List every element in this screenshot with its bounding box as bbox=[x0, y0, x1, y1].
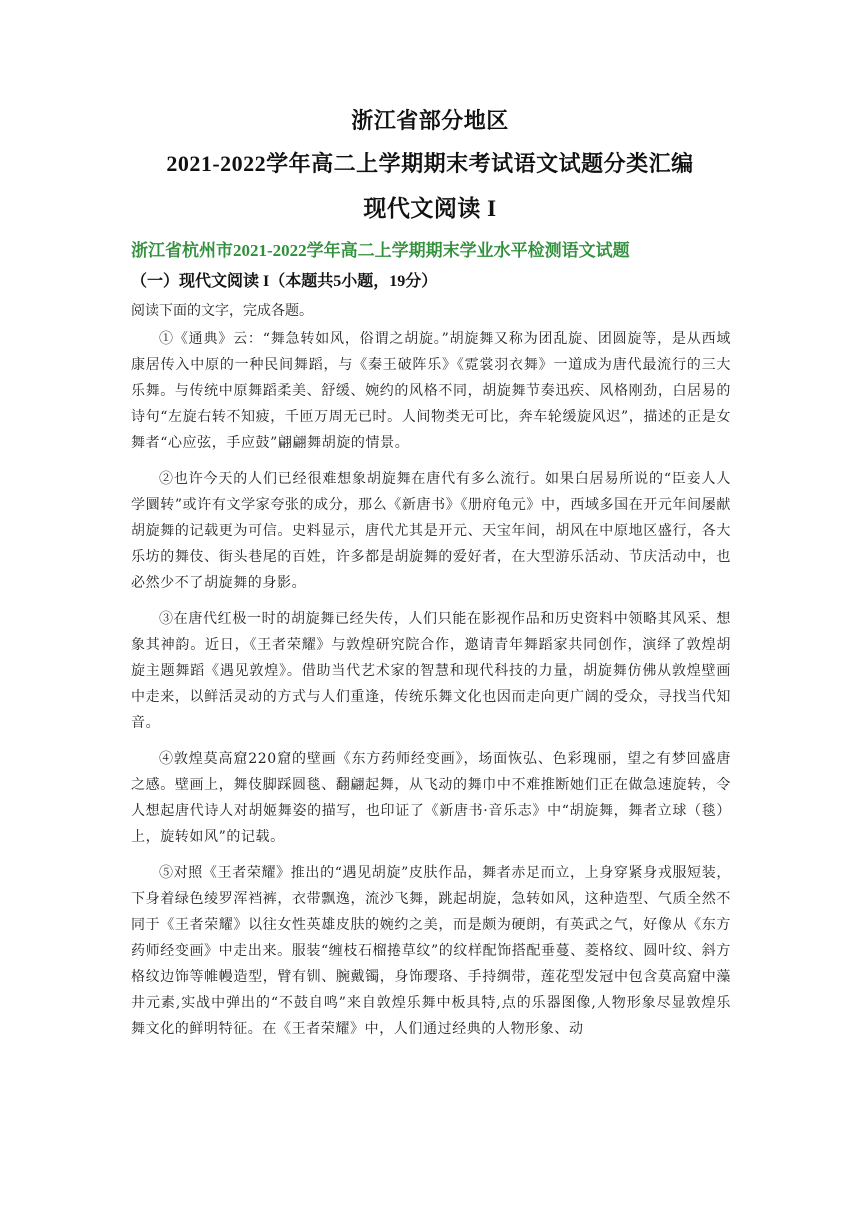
section-title: （一）现代文阅读 I（本题共5小题，19分） bbox=[131, 273, 438, 290]
reading-passage bbox=[131, 326, 731, 1052]
reading-instruction: 阅读下面的文字，完成各题。 bbox=[131, 303, 313, 319]
passage-paragraph-2: ②也许今天的人们已经很难想象胡旋舞在唐代有多么流行。如果白居易所说的“臣妾人人学圜转”或许有文学家夸张的成分，那么《新唐书》《册府龟元》中，西域多国在开元年间屡献胡旋舞的记载更为可信。史料显示，唐代尤其是开元、天宝年间，胡风在中原地区盛行，各大乐坊的舞伎、街头巷尾的百姓，许多都是胡旋舞的爱好者，在大型游乐活动、节庆活动中，也必然少不了胡旋舞的身影。 bbox=[131, 471, 731, 591]
document-title-region: 浙江省部分地区 bbox=[351, 108, 509, 133]
passage-paragraph-1: ①《通典》云：“舞急转如风，俗谓之胡旋。”胡旋舞又称为团乱旋、团圆旋等，是从西域康居传入中原的一种民间舞蹈，与《秦王破阵乐》《霓裳羽衣舞》一道成为唐代最流行的三大乐舞。与传统中原舞蹈柔美、舒缓、婉约的风格不同，胡旋舞节奏迅疾、风格刚劲，白居易的诗句“左旋右转不知疲，千匝万周无已时。人间物类无可比，奔车轮缓旋风迟”，描述的正是女舞者“心应弦，手应鼓”翩翩舞胡旋的情景。 bbox=[131, 331, 731, 451]
document-title-exam: 2021-2022学年高二上学期期末考试语文试题分类汇编 bbox=[166, 151, 694, 176]
passage-paragraph-4: ④敦煌莫高窟220窟的壁画《东方药师经变画》，场面恢弘、色彩瑰丽，望之有梦回盛唐之感。壁画上，舞伎脚踩圆毯、翻翩起舞，从飞动的舞巾中不难推断她们正在做急速旋转，令人想起唐代诗人对胡姬舞姿的描写，也印证了《新唐书·音乐志》中“胡旋舞，舞者立球（毯）上，旋转如风”的记载。 bbox=[131, 751, 731, 845]
passage-paragraph-5: ⑤对照《王者荣耀》推出的“遇见胡旋”皮肤作品，舞者赤足而立，上身穿紧身戎服短装，下身着绿色绫罗浑裆裤，衣带飘逸，流沙飞舞，跳起胡旋，急转如风，这种造型、气质全然不同于《王者荣耀》以往女性英雄皮肤的婉约之美，而是颇为硬朗，有英武之气，好像从《东方药师经变画》中走出来。服装“缠枝石榴捲草纹”的纹样配饰搭配垂蔓、菱格纹、圆叶纹、斜方格纹边饰等帷幔造型，臂有钏、腕戴镯，身饰璎珞、手持绸带，莲花型发冠中包含莫高窟中藻井元素,实战中弹出的“不鼓自鸣”来自敦煌乐舞中板具特,点的乐器图像,人物形象尽显敦煌乐舞文化的鲜明特征。在《王者荣耀》中，人们通过经典的人物形象、动 bbox=[131, 865, 731, 1037]
passage-paragraph-3: ③在唐代红极一时的胡旋舞已经失传，人们只能在影视作品和历史资料中领略其风采、想象其神韵。近日，《王者荣耀》与敦煌研究院合作，邀请青年舞蹈家共同创作，演绎了敦煌胡旋主题舞蹈《遇见敦煌》。借助当代艺术家的智慧和现代科技的力量，胡旋舞仿佛从敦煌壁画中走来，以鲜活灵动的方式与人们重逢，传统乐舞文化也因而走向更广阔的受众，寻找当代知音。 bbox=[131, 611, 731, 731]
document-title-section: 现代文阅读 I bbox=[363, 196, 497, 221]
source-subheading: 浙江省杭州市2021-2022学年高二上学期期末学业水平检测语文试题 bbox=[131, 241, 630, 260]
